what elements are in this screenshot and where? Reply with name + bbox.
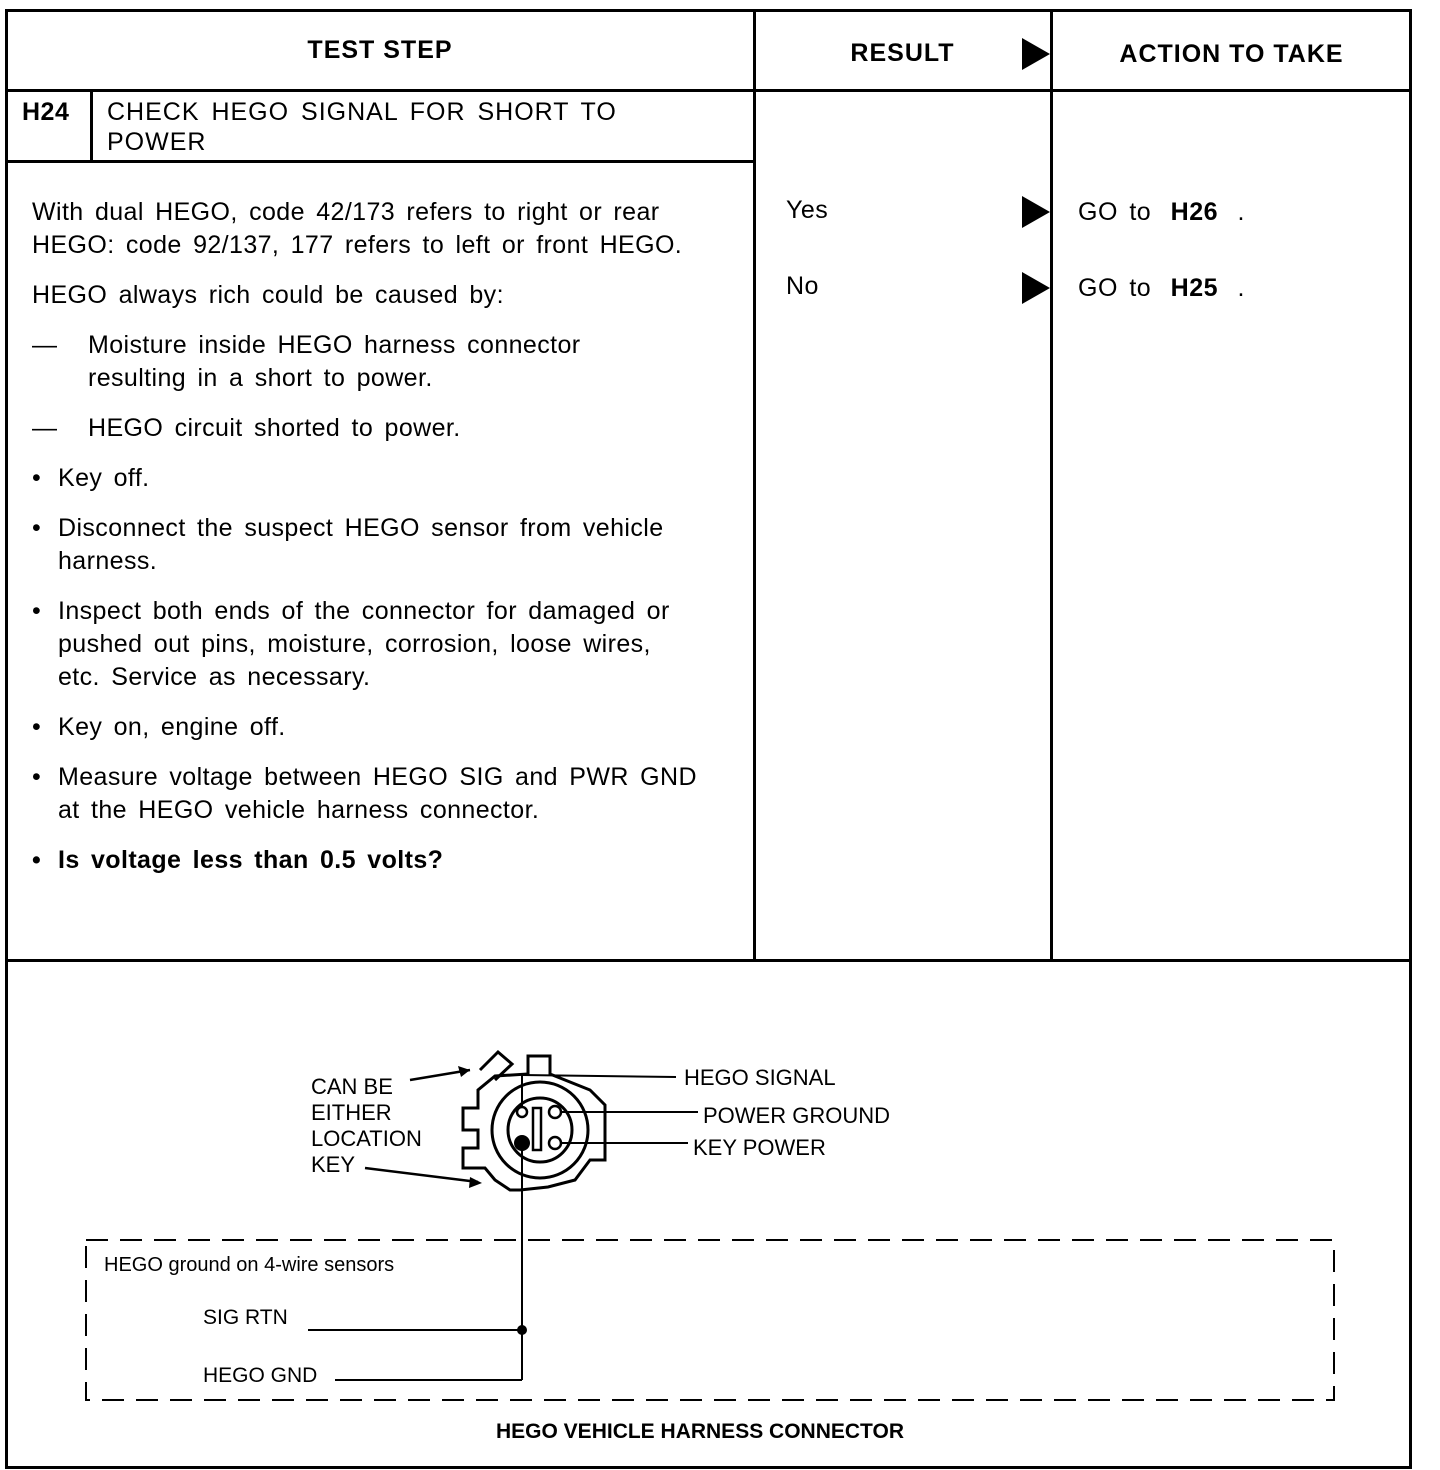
label-sig-rtn: SIG RTN [203,1306,288,1329]
step-question: • Is voltage less than 0.5 volts? [32,844,732,877]
cause-heading: HEGO always rich could be caused by: [32,281,504,309]
pin-ground-filled [514,1135,530,1151]
key-tab [480,1052,512,1080]
step-id: H24 [22,98,70,126]
step-title-line1: CHECK HEGO SIGNAL FOR SHORT TO [107,98,617,126]
col-divider-1 [753,9,756,962]
pin-signal [517,1107,527,1117]
border-left [5,9,8,1469]
action-target: H25 [1170,274,1219,302]
connector-pin-area [508,1098,572,1162]
result-yes: Yes [786,196,829,224]
step-item: • Disconnect the suspect HEGO sensor from vehicle harness. [32,512,732,578]
label-hego-gnd: HEGO GND [203,1364,318,1387]
border-bottom [5,1466,1412,1469]
step-item: • Measure voltage between HEGO SIG and PWR GND at the HEGO vehicle harness connector. [32,761,698,827]
label-either: EITHER [311,1100,392,1125]
header-result: RESULT [850,39,955,67]
border-top [5,9,1412,12]
connector-inner-ring [492,1082,588,1178]
action-target: H26 [1170,198,1219,226]
step-title-line2: POWER [107,128,207,156]
action-prefix: GO to [1078,274,1152,302]
label-key: KEY [311,1152,356,1177]
action-yes [1078,196,1245,229]
header-test-step: TEST STEP [307,36,453,64]
result-arrow-icon [1022,196,1050,228]
intro-text: With dual HEGO, code 42/173 refers to right or rear HEGO: code 92/137, 177 refers to left or front HEGO. [32,198,683,259]
step-item: • Inspect both ends of the connector for damaged or pushed out pins, moisture, corrosion, loose wires, etc. Service as necessary. [32,595,698,694]
step-body [32,196,732,877]
pin-key-power [549,1137,561,1149]
label-can-be: CAN BE [311,1074,393,1099]
step-id-divider [90,89,93,162]
table-row-bottom [5,959,1412,962]
cause-item: — Moisture inside HEGO harness connector resulting in a short to power. [32,329,648,395]
box-title: HEGO ground on 4-wire sensors [104,1254,395,1276]
diagram-caption: HEGO VEHICLE HARNESS CONNECTOR [496,1420,904,1443]
step-title-bottom [5,160,755,163]
action-prefix: GO to [1078,198,1152,226]
label-location: LOCATION [311,1126,422,1151]
wire-junction [517,1325,527,1335]
step-item: • Key on, engine off. [32,711,732,744]
label-key-power: KEY POWER [693,1135,826,1160]
four-wire-box [86,1240,1334,1400]
step-item: • Key off. [32,462,732,495]
pin-power-ground [549,1106,561,1118]
result-no: No [786,272,819,300]
label-hego-signal: HEGO SIGNAL [684,1065,836,1090]
center-blade [533,1108,541,1150]
header-bottom [5,89,1412,92]
col-divider-2 [1050,9,1053,962]
result-arrow-icon [1022,272,1050,304]
action-no [1078,272,1245,305]
action-suffix: . [1237,274,1245,302]
header-action: ACTION TO TAKE [1119,40,1344,68]
cause-item: — HEGO circuit shorted to power. [32,412,732,445]
action-suffix: . [1237,198,1245,226]
header-arrow-icon [1022,38,1050,70]
border-right [1409,9,1412,1469]
connector-outline [463,1056,605,1190]
label-power-ground: POWER GROUND [703,1103,890,1128]
